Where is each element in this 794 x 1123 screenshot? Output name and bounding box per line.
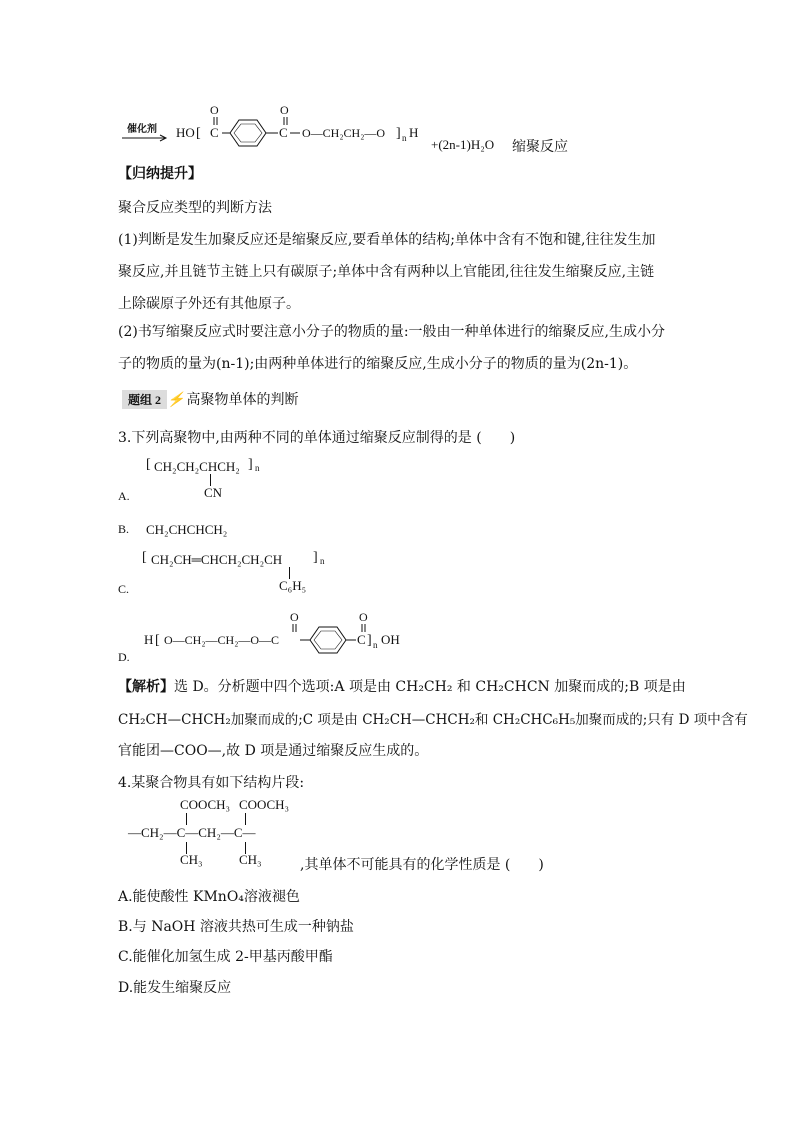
- group-title: 高聚物单体的判断: [186, 392, 299, 408]
- q4-option-d: D.能发生缩聚反应: [118, 980, 232, 996]
- svg-text:[: [: [155, 633, 160, 648]
- catalyst-label: 催化剂: [127, 124, 157, 135]
- svg-text:C: C: [357, 632, 366, 647]
- carbonyl-o-left: O: [210, 103, 219, 117]
- q3-a-formula: CH₂CH₂CHCH₂: [154, 459, 240, 474]
- carbonyl-c-left: C: [210, 125, 219, 140]
- q3-d-structure: [140, 608, 420, 663]
- group-heading: [122, 389, 298, 409]
- q3-b-formula: CH₂CHCHCH₂: [146, 522, 228, 537]
- svg-text:O: O: [290, 610, 299, 624]
- reaction-structure: [118, 98, 458, 158]
- product-h: H: [409, 125, 419, 140]
- q3-d-chain: O—CH₂—CH₂—O—C: [164, 633, 280, 647]
- svg-text:]: ]: [367, 633, 372, 648]
- byproduct-water: +(2n-1)H₂O: [431, 137, 495, 152]
- svg-text:OH: OH: [381, 632, 400, 647]
- q3-d-label: D.: [118, 650, 130, 664]
- summary-p1-line2: 聚反应,并且链节主链上只有碳原子;单体中含有两种以上官能团,往往发生缩聚反应,主链: [118, 264, 655, 280]
- summary-title: 聚合反应类型的判断方法: [118, 200, 272, 216]
- carbonyl-o-right: O: [280, 103, 289, 117]
- lightning-icon: ⚡: [167, 392, 185, 408]
- q4-chain: —CH₂—C—CH₂—C—: [128, 825, 256, 840]
- summary-p2-line1: (2)书写缩聚反应式时要注意小分子的物质的量:一般由一种单体进行的缩聚反应,生成小分: [118, 324, 665, 340]
- svg-text:n: n: [373, 640, 378, 650]
- ester-chain: O—CH₂CH₂—O: [302, 126, 386, 140]
- bracket-icon: [: [146, 457, 151, 472]
- summary-heading: 【归纳提升】: [118, 166, 202, 182]
- summary-p1-line3: 上除碳原子外还有其他原子。: [118, 296, 300, 312]
- analysis-tag: 【解析】: [118, 679, 174, 695]
- bracket-right: ]: [396, 126, 401, 141]
- bracket-left: [: [196, 126, 201, 141]
- product-ho: HO: [176, 125, 195, 140]
- analysis-line1: 【解析】选 D。分析题中四个选项:A 项是由 CH₂CH₂ 和 CH₂CHCN 加聚而成的;B 项是由: [118, 679, 686, 695]
- svg-text:O: O: [359, 610, 368, 624]
- analysis-line3: 官能团—COO—,故 D 项是通过缩聚反应生成的。: [118, 743, 429, 759]
- q4-option-c: C.能催化加氢生成 2-甲基丙酸甲酯: [118, 949, 333, 965]
- q3-a-label: A.: [118, 489, 130, 503]
- q4-stem: 4.某聚合物具有如下结构片段:: [118, 775, 305, 791]
- q3-b-label: B.: [118, 522, 130, 536]
- analysis-line2: CH₂CH—CHCH₂加聚而成的;C 项是由 CH₂CH—CHCH₂和 CH₂CHC₆H₅加聚而成的;只有 D 项中含有: [118, 712, 748, 728]
- q3-a-substituent: CN: [204, 485, 223, 500]
- q3-c-substituent: C₆H₅: [279, 578, 307, 593]
- summary-p1-line1: (1)判断是发生加聚反应还是缩聚反应,要看单体的结构;单体中含有不饱和键,往往发生加: [118, 232, 656, 248]
- q4-option-a: A.能使酸性 KMnO₄溶液褪色: [118, 889, 300, 905]
- q3-stem: 3.下列高聚物中,由两种不同的单体通过缩聚反应制得的是 ( ): [118, 430, 516, 446]
- summary-p2-line2: 子的物质的量为(n-1);由两种单体进行的缩聚反应,生成小分子的物质的量为(2n-1)。: [118, 356, 638, 372]
- q4-option-b: B.与 NaOH 溶液共热可生成一种钠盐: [118, 919, 354, 935]
- reaction-type: 缩聚反应: [512, 139, 568, 155]
- svg-text:n: n: [402, 133, 407, 143]
- group-badge: 题组 2: [122, 390, 167, 409]
- svg-text:H: H: [144, 632, 154, 647]
- carbonyl-c-right: C: [279, 125, 288, 140]
- q3-c-label: C.: [118, 582, 130, 596]
- q4-tail: ,其单体不可能具有的化学性质是 ( ): [300, 857, 544, 873]
- q3-c-formula: CH₂CH═CHCH₂CH₂CH: [151, 552, 283, 567]
